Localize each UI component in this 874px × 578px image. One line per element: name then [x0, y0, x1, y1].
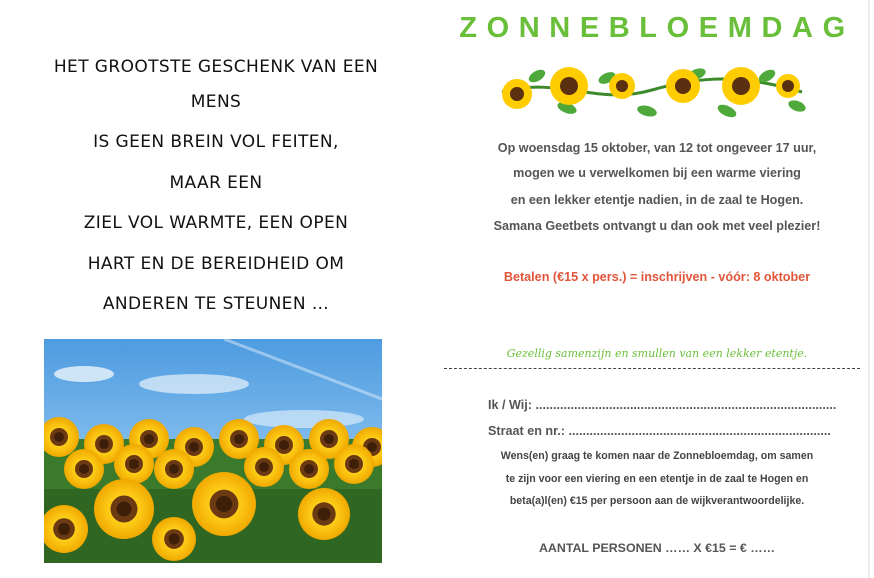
quote-line: MENS	[190, 92, 242, 112]
payment-notice: Betalen (€15 x pers.) = inschrijven - vóór: 8 oktober	[503, 270, 811, 284]
info-line: mogen we u verwelkomen bij een warme viering	[513, 166, 801, 180]
page-title: ZONNEBLOEMDAG	[459, 12, 855, 44]
address-field[interactable]: Straat en nr.: ...........................................................................	[488, 424, 831, 438]
page-edge-line	[868, 0, 870, 578]
sunflower-garland-image	[497, 56, 807, 128]
quote-line: IS GEEN BREIN VOL FEITEN,	[93, 132, 339, 153]
quote-block	[0, 52, 432, 324]
form-text-line: te zijn voor een viering en een etentje in de zaal te Hogen en	[505, 473, 809, 485]
person-count-field[interactable]: AANTAL PERSONEN …… X €15 = € ……	[538, 541, 776, 555]
quote-line: ANDEREN TE STEUNEN …	[102, 293, 330, 314]
slogan: Gezellig samenzijn en smullen van een lekker etentje.	[506, 347, 808, 360]
info-line: Samana Geetbets ontvangt u dan ook met veel plezier!	[493, 219, 821, 233]
form-text-line: beta(a)l(en) €15 per persoon aan de wijkverantwoordelijke.	[509, 495, 805, 507]
info-line: en een lekker etentje nadien, in de zaal te Hogen.	[510, 193, 804, 207]
quote-line: ZIEL VOL WARMTE, EEN OPEN	[83, 213, 349, 234]
name-field[interactable]: Ik / Wij: ......................................................................................	[488, 398, 837, 412]
info-line: Op woensdag 15 oktober, van 12 tot ongeveer 17 uur,	[497, 141, 817, 155]
quote-line: MAAR EEN	[169, 172, 263, 193]
sunflower-field-photo	[44, 339, 382, 563]
quote-line: HET GROOTSTE GESCHENK VAN EEN	[53, 57, 379, 77]
form-text-line: Wens(en) graag te komen naar de Zonnebloemdag, om samen	[500, 450, 814, 462]
cut-line	[444, 368, 860, 369]
quote-line: HART EN DE BEREIDHEID OM	[87, 253, 345, 274]
